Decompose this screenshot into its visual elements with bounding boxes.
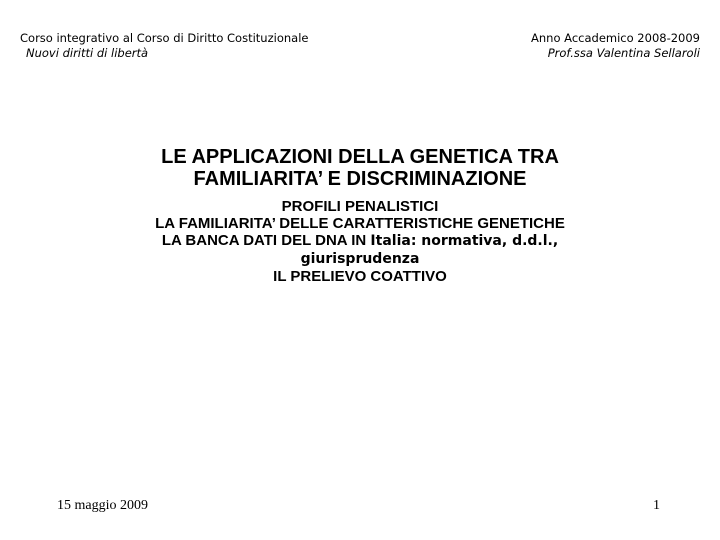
topic-list <box>0 198 720 285</box>
professor-name: Prof.ssa Valentina Sellaroli <box>547 46 700 60</box>
slide-title-line-2: FAMILIARITA’ E DISCRIMINAZIONE <box>193 168 527 190</box>
footer-date: 15 maggio 2009 <box>57 498 148 513</box>
topic-item-dna-database-part1: LA BANCA DATI DEL DNA IN <box>161 232 371 249</box>
year-header <box>531 31 700 61</box>
slide-title <box>0 146 720 190</box>
topic-item-dna-database <box>0 232 720 268</box>
page-number: 1 <box>653 498 660 513</box>
course-title: Corso integrativo al Corso di Diritto Costituzionale <box>20 31 309 45</box>
course-header <box>20 31 308 61</box>
topic-item-penal: PROFILI PENALISTICI <box>281 198 439 215</box>
slide-title-line-1: LE APPLICAZIONI DELLA GENETICA TRA <box>161 146 559 168</box>
course-subtitle: Nuovi diritti di libertà <box>26 46 149 60</box>
topic-item-coercive-sampling: IL PRELIEVO COATTIVO <box>273 268 447 285</box>
topic-item-familiarity: LA FAMILIARITA’ DELLE CARATTERISTICHE GENETICHE <box>155 215 565 232</box>
topic-item-dna-database-part2: Italia: normativa, d.d.l., giurisprudenza <box>300 233 559 267</box>
academic-year: Anno Accademico 2008-2009 <box>531 31 700 45</box>
